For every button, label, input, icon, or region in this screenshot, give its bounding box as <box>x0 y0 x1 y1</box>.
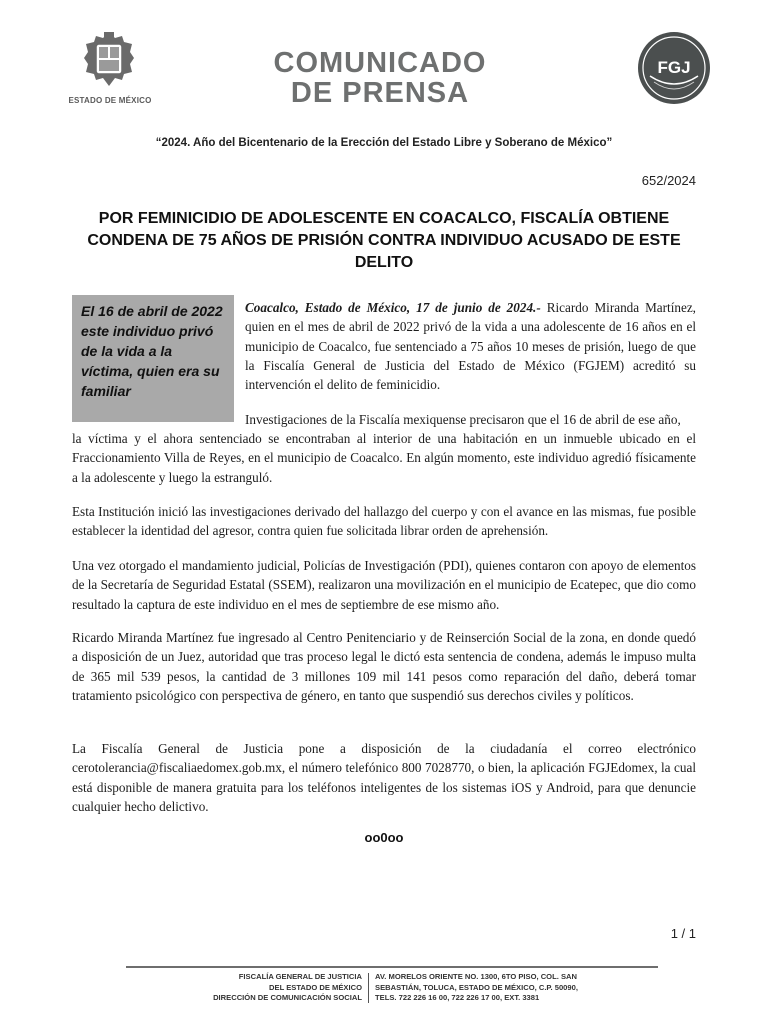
footer-institution-line-2: DEL ESTADO DE MÉXICO <box>269 982 362 992</box>
paragraph-4: Una vez otorgado el mandamiento judicial, Policías de Investigación (PDI), quienes contaron con apoyo de elementos de la Secretaría de Seguridad Estatal (SSEM), realizaron una movilización en el municipio de Ecatepec, que dio como resultado la captura de este individuo en el mes de septiembre de ese mismo año. <box>72 558 696 612</box>
highlight-box <box>72 295 234 422</box>
estado-de-mexico-label: ESTADO DE MÉXICO <box>68 96 152 105</box>
footer-address-line-2: SEBASTIÁN, TOLUCA, ESTADO DE MÉXICO, C.P. 50090, <box>375 982 578 992</box>
bulletin-number: 652/2024 <box>641 173 696 188</box>
dateline: Coacalco, Estado de México, 17 de junio de 2024.- <box>245 300 541 315</box>
footer-address <box>375 972 605 1004</box>
title-line-2: DE PRENSA <box>290 77 470 109</box>
paragraph-1-text: Ricardo Miranda Martínez, quien en el mes de abril de 2022 privó de la vida a una adolescente de 16 años en el municipio de Coacalco, fue sentenciado a 75 años 10 meses de prisión, luego de que la Fiscalía General de Justicia del Estado de México (FGJEM) acreditó su intervención el delito de feminicidio. <box>245 300 696 393</box>
title-line-1: COMUNICADO <box>273 47 487 79</box>
coat-of-arms-icon <box>82 30 136 90</box>
paragraph-2-rest: la víctima y el ahora sentenciado se encontraban al interior de una habitación en un inmueble ubicado en el Fraccionamiento Villa de Reyes, en el municipio de Coacalco. En algún momento, este individuo agredió físicamente a la adolescente y luego la estranguló. <box>72 431 696 485</box>
year-motto: “2024. Año del Bicentenario de la Erección del Estado Libre y Soberano de México” <box>155 137 613 149</box>
footer-address-line-1: AV. MORELOS ORIENTE NO. 1300, 6TO PISO, COL. SAN <box>375 972 577 981</box>
footer-address-line-3: TELS. 722 226 16 00, 722 226 17 00, EXT. 3381 <box>375 993 540 1002</box>
footer-separator <box>368 973 369 1003</box>
highlight-text: El 16 de abril de 2022 este individuo privó de la vida a la víctima, quien era su familiar <box>81 303 223 399</box>
headline: POR FEMINICIDIO DE ADOLESCENTE EN COACALCO, FISCALÍA OBTIENE CONDENA DE 75 AÑOS DE PRISIÓN CONTRA INDIVIDUO ACUSADO DE ESTE DELITO <box>87 210 681 271</box>
footer-institution <box>160 972 362 1004</box>
estado-de-mexico-logo <box>66 30 154 108</box>
footer-institution-line-1: FISCALÍA GENERAL DE JUSTICIA <box>238 972 362 981</box>
page-number: 1 / 1 <box>670 926 696 941</box>
header <box>0 0 768 120</box>
paragraph-1 <box>245 298 696 394</box>
fgj-seal-text: FGJ <box>657 58 691 77</box>
footer-institution-line-3: DIRECCIÓN DE COMUNICACIÓN SOCIAL <box>213 993 362 1002</box>
fgj-seal-icon <box>636 30 712 106</box>
footer-divider <box>126 966 658 968</box>
paragraph-2-first-line: Investigaciones de la Fiscalía mexiquense precisaron que el 16 de abril de ese año, <box>245 412 681 427</box>
closing-mark: oo0oo <box>364 830 404 845</box>
paragraph-5: Ricardo Miranda Martínez fue ingresado al Centro Penitenciario y de Reinserción Social de la zona, en donde quedó a disposición de un Juez, autoridad que tras proceso legal le dictó esta sentencia de condena, además le impuso multa de 365 mil 539 pesos, la cantidad de 3 millones 109 mil 141 pesos como reparación del daño, deberá tomar tratamiento psicológico con perspectiva de género, en tanto que suspendió sus derechos civiles y políticos. <box>72 630 696 703</box>
paragraph-6: La Fiscalía General de Justicia pone a disposición de la ciudadanía el correo electrónico cerotolerancia@fiscaliaedomex.gob.mx, el número telefónico 800 7028770, o bien, la aplicación FGJEdomex, la cual está disponible de manera gratuita para los teléfonos inteligentes de los sistemas iOS y Android, para que denuncie cualquier hecho delictivo. <box>72 741 696 814</box>
paragraph-3: Esta Institución inició las investigaciones derivado del hallazgo del cuerpo y con el avance en las mismas, fue posible establecer la identidad del agresor, contra quien fue solicitada librar orden de aprehensión. <box>72 504 696 539</box>
press-release-title <box>260 48 500 108</box>
